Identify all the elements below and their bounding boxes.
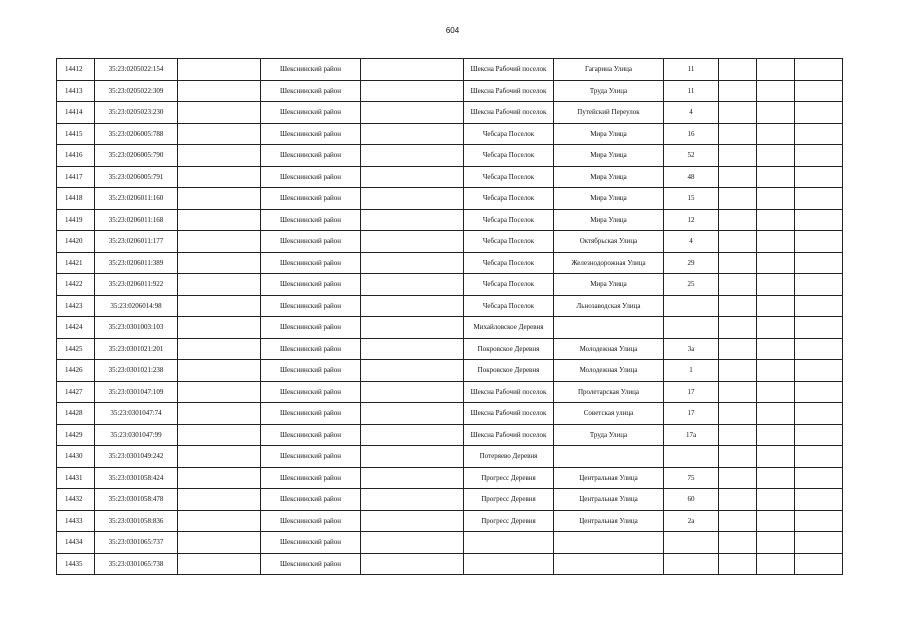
registry-table (56, 58, 843, 575)
cadastral-number-cell: 35:23:0206014:98 (95, 295, 178, 317)
table-row (57, 360, 843, 382)
cadastral-number-cell: 35:23:0301058:424 (95, 467, 178, 489)
empty-cell (178, 252, 261, 274)
empty-cell (361, 317, 464, 339)
empty-cell (178, 102, 261, 124)
empty-cell (757, 446, 795, 468)
cadastral-number-cell: 35:23:0301021:201 (95, 338, 178, 360)
table-row (57, 553, 843, 575)
empty-cell (795, 102, 843, 124)
street-cell (554, 553, 664, 575)
empty-cell (795, 317, 843, 339)
empty-cell (178, 403, 261, 425)
empty-cell (757, 360, 795, 382)
empty-cell (795, 446, 843, 468)
house-number-cell (664, 553, 719, 575)
empty-cell (757, 510, 795, 532)
empty-cell (719, 102, 757, 124)
district-cell: Шекснинский район (261, 145, 361, 167)
empty-cell (757, 209, 795, 231)
empty-cell (795, 467, 843, 489)
empty-cell (178, 231, 261, 253)
street-cell: Центральная Улица (554, 489, 664, 511)
empty-cell (178, 188, 261, 210)
row-number-cell: 14417 (57, 166, 95, 188)
locality-cell: Прогресс Деревня (464, 489, 554, 511)
row-number-cell: 14418 (57, 188, 95, 210)
house-number-cell: 52 (664, 145, 719, 167)
row-number-cell: 14413 (57, 80, 95, 102)
street-cell: Молодежная Улица (554, 338, 664, 360)
empty-cell (719, 80, 757, 102)
district-cell: Шекснинский район (261, 188, 361, 210)
table-row (57, 446, 843, 468)
empty-cell (757, 532, 795, 554)
empty-cell (719, 403, 757, 425)
cadastral-number-cell: 35:23:0301047:109 (95, 381, 178, 403)
table-row (57, 381, 843, 403)
house-number-cell: 25 (664, 274, 719, 296)
district-cell: Шекснинский район (261, 252, 361, 274)
house-number-cell: 11 (664, 59, 719, 81)
house-number-cell: 15 (664, 188, 719, 210)
house-number-cell: 17 (664, 403, 719, 425)
locality-cell: Шексна Рабочий поселок (464, 80, 554, 102)
empty-cell (795, 381, 843, 403)
empty-cell (795, 274, 843, 296)
cadastral-number-cell: 35:23:0301058:836 (95, 510, 178, 532)
locality-cell: Прогресс Деревня (464, 467, 554, 489)
empty-cell (757, 467, 795, 489)
empty-cell (178, 532, 261, 554)
empty-cell (795, 59, 843, 81)
empty-cell (361, 102, 464, 124)
empty-cell (361, 553, 464, 575)
street-cell: Льнозаводская Улица (554, 295, 664, 317)
street-cell: Гагарина Улица (554, 59, 664, 81)
district-cell: Шекснинский район (261, 102, 361, 124)
empty-cell (795, 424, 843, 446)
district-cell: Шекснинский район (261, 209, 361, 231)
empty-cell (361, 532, 464, 554)
empty-cell (719, 532, 757, 554)
house-number-cell: 2а (664, 510, 719, 532)
locality-cell: Чебсара Поселок (464, 166, 554, 188)
page-number: 604 (445, 26, 460, 35)
empty-cell (178, 489, 261, 511)
row-number-cell: 14434 (57, 532, 95, 554)
cadastral-number-cell: 35:23:0205022:309 (95, 80, 178, 102)
row-number-cell: 14412 (57, 59, 95, 81)
empty-cell (757, 295, 795, 317)
empty-cell (719, 209, 757, 231)
house-number-cell (664, 295, 719, 317)
empty-cell (361, 166, 464, 188)
district-cell: Шекснинский район (261, 317, 361, 339)
empty-cell (757, 381, 795, 403)
cadastral-number-cell: 35:23:0206005:791 (95, 166, 178, 188)
row-number-cell: 14419 (57, 209, 95, 231)
empty-cell (361, 403, 464, 425)
locality-cell: Чебсара Поселок (464, 274, 554, 296)
table-row (57, 188, 843, 210)
empty-cell (178, 59, 261, 81)
cadastral-number-cell: 35:23:0301047:74 (95, 403, 178, 425)
cadastral-number-cell: 35:23:0205023:230 (95, 102, 178, 124)
empty-cell (795, 188, 843, 210)
street-cell: Мира Улица (554, 123, 664, 145)
empty-cell (757, 123, 795, 145)
empty-cell (361, 188, 464, 210)
table-row (57, 80, 843, 102)
empty-cell (757, 59, 795, 81)
empty-cell (361, 381, 464, 403)
street-cell: Железнодорожная Улица (554, 252, 664, 274)
empty-cell (361, 295, 464, 317)
street-cell: Мира Улица (554, 145, 664, 167)
row-number-cell: 14430 (57, 446, 95, 468)
empty-cell (361, 123, 464, 145)
cadastral-number-cell: 35:23:0301058:478 (95, 489, 178, 511)
locality-cell: Шексна Рабочий поселок (464, 381, 554, 403)
empty-cell (178, 446, 261, 468)
street-cell (554, 532, 664, 554)
empty-cell (361, 467, 464, 489)
empty-cell (178, 510, 261, 532)
registry-table-body (57, 59, 843, 575)
empty-cell (757, 338, 795, 360)
empty-cell (757, 252, 795, 274)
table-row (57, 403, 843, 425)
empty-cell (757, 403, 795, 425)
locality-cell: Чебсара Поселок (464, 145, 554, 167)
row-number-cell: 14416 (57, 145, 95, 167)
empty-cell (757, 553, 795, 575)
house-number-cell (664, 532, 719, 554)
street-cell: Центральная Улица (554, 467, 664, 489)
cadastral-number-cell: 35:23:0206005:790 (95, 145, 178, 167)
empty-cell (361, 274, 464, 296)
cadastral-number-cell: 35:23:0206011:389 (95, 252, 178, 274)
cadastral-number-cell: 35:23:0206011:160 (95, 188, 178, 210)
empty-cell (795, 553, 843, 575)
empty-cell (757, 317, 795, 339)
locality-cell: Шексна Рабочий поселок (464, 403, 554, 425)
house-number-cell: 1 (664, 360, 719, 382)
empty-cell (361, 231, 464, 253)
empty-cell (361, 360, 464, 382)
empty-cell (757, 231, 795, 253)
row-number-cell: 14424 (57, 317, 95, 339)
district-cell: Шекснинский район (261, 123, 361, 145)
empty-cell (361, 145, 464, 167)
district-cell: Шекснинский район (261, 295, 361, 317)
locality-cell: Покровское Деревня (464, 338, 554, 360)
row-number-cell: 14433 (57, 510, 95, 532)
district-cell: Шекснинский район (261, 489, 361, 511)
locality-cell: Чебсара Поселок (464, 209, 554, 231)
house-number-cell: 3а (664, 338, 719, 360)
district-cell: Шекснинский район (261, 381, 361, 403)
row-number-cell: 14421 (57, 252, 95, 274)
district-cell: Шекснинский район (261, 166, 361, 188)
empty-cell (178, 381, 261, 403)
empty-cell (757, 188, 795, 210)
district-cell: Шекснинский район (261, 360, 361, 382)
table-row (57, 467, 843, 489)
row-number-cell: 14425 (57, 338, 95, 360)
street-cell: Мира Улица (554, 274, 664, 296)
empty-cell (719, 446, 757, 468)
street-cell: Октябрьская Улица (554, 231, 664, 253)
empty-cell (719, 553, 757, 575)
empty-cell (719, 166, 757, 188)
row-number-cell: 14422 (57, 274, 95, 296)
empty-cell (178, 553, 261, 575)
empty-cell (757, 424, 795, 446)
empty-cell (795, 231, 843, 253)
locality-cell: Покровское Деревня (464, 360, 554, 382)
empty-cell (757, 489, 795, 511)
empty-cell (795, 166, 843, 188)
empty-cell (795, 123, 843, 145)
empty-cell (719, 381, 757, 403)
empty-cell (178, 145, 261, 167)
table-row (57, 424, 843, 446)
house-number-cell: 16 (664, 123, 719, 145)
street-cell: Мира Улица (554, 166, 664, 188)
cadastral-number-cell: 35:23:0206011:922 (95, 274, 178, 296)
empty-cell (719, 252, 757, 274)
street-cell (554, 317, 664, 339)
house-number-cell: 60 (664, 489, 719, 511)
empty-cell (719, 59, 757, 81)
house-number-cell (664, 446, 719, 468)
cadastral-number-cell: 35:23:0301065:737 (95, 532, 178, 554)
house-number-cell (664, 317, 719, 339)
empty-cell (361, 209, 464, 231)
empty-cell (178, 166, 261, 188)
street-cell (554, 446, 664, 468)
district-cell: Шекснинский район (261, 467, 361, 489)
table-row (57, 59, 843, 81)
house-number-cell: 4 (664, 231, 719, 253)
empty-cell (795, 145, 843, 167)
cadastral-number-cell: 35:23:0206011:177 (95, 231, 178, 253)
table-row (57, 102, 843, 124)
row-number-cell: 14431 (57, 467, 95, 489)
empty-cell (757, 102, 795, 124)
empty-cell (361, 510, 464, 532)
locality-cell: Прогресс Деревня (464, 510, 554, 532)
empty-cell (795, 252, 843, 274)
empty-cell (719, 510, 757, 532)
locality-cell (464, 532, 554, 554)
empty-cell (757, 80, 795, 102)
table-row (57, 231, 843, 253)
street-cell: Труда Улица (554, 80, 664, 102)
row-number-cell: 14423 (57, 295, 95, 317)
cadastral-number-cell: 35:23:0301047:99 (95, 424, 178, 446)
cadastral-number-cell: 35:23:0206011:168 (95, 209, 178, 231)
locality-cell (464, 553, 554, 575)
table-row (57, 145, 843, 167)
district-cell: Шекснинский район (261, 338, 361, 360)
cadastral-number-cell: 35:23:0205022:154 (95, 59, 178, 81)
row-number-cell: 14414 (57, 102, 95, 124)
table-row (57, 338, 843, 360)
district-cell: Шекснинский район (261, 553, 361, 575)
locality-cell: Чебсара Поселок (464, 123, 554, 145)
house-number-cell: 17а (664, 424, 719, 446)
empty-cell (361, 446, 464, 468)
empty-cell (795, 360, 843, 382)
empty-cell (361, 489, 464, 511)
empty-cell (719, 188, 757, 210)
street-cell: Мира Улица (554, 209, 664, 231)
empty-cell (361, 338, 464, 360)
row-number-cell: 14428 (57, 403, 95, 425)
empty-cell (795, 338, 843, 360)
locality-cell: Шексна Рабочий поселок (464, 59, 554, 81)
house-number-cell: 17 (664, 381, 719, 403)
row-number-cell: 14435 (57, 553, 95, 575)
empty-cell (719, 424, 757, 446)
empty-cell (719, 145, 757, 167)
street-cell: Труда Улица (554, 424, 664, 446)
empty-cell (757, 274, 795, 296)
table-row (57, 166, 843, 188)
empty-cell (795, 532, 843, 554)
street-cell: Центральная Улица (554, 510, 664, 532)
empty-cell (361, 424, 464, 446)
cadastral-number-cell: 35:23:0301021:238 (95, 360, 178, 382)
empty-cell (178, 360, 261, 382)
empty-cell (719, 274, 757, 296)
empty-cell (178, 209, 261, 231)
table-row (57, 295, 843, 317)
empty-cell (795, 403, 843, 425)
district-cell: Шекснинский район (261, 274, 361, 296)
house-number-cell: 12 (664, 209, 719, 231)
table-row (57, 209, 843, 231)
row-number-cell: 14415 (57, 123, 95, 145)
house-number-cell: 75 (664, 467, 719, 489)
house-number-cell: 48 (664, 166, 719, 188)
empty-cell (178, 274, 261, 296)
street-cell: Пролетарская Улица (554, 381, 664, 403)
district-cell: Шекснинский район (261, 80, 361, 102)
empty-cell (795, 510, 843, 532)
empty-cell (178, 424, 261, 446)
empty-cell (178, 80, 261, 102)
empty-cell (795, 489, 843, 511)
house-number-cell: 29 (664, 252, 719, 274)
empty-cell (719, 467, 757, 489)
empty-cell (178, 338, 261, 360)
row-number-cell: 14420 (57, 231, 95, 253)
locality-cell: Чебсара Поселок (464, 231, 554, 253)
street-cell: Мира Улица (554, 188, 664, 210)
table-row (57, 252, 843, 274)
street-cell: Путейский Переулок (554, 102, 664, 124)
table-row (57, 510, 843, 532)
empty-cell (757, 145, 795, 167)
locality-cell: Чебсара Поселок (464, 252, 554, 274)
table-row (57, 532, 843, 554)
locality-cell: Шексна Рабочий поселок (464, 102, 554, 124)
row-number-cell: 14427 (57, 381, 95, 403)
empty-cell (795, 80, 843, 102)
empty-cell (178, 123, 261, 145)
house-number-cell: 4 (664, 102, 719, 124)
empty-cell (719, 295, 757, 317)
locality-cell: Чебсара Поселок (464, 295, 554, 317)
cadastral-number-cell: 35:23:0301003:103 (95, 317, 178, 339)
locality-cell: Михайловское Деревня (464, 317, 554, 339)
district-cell: Шекснинский район (261, 446, 361, 468)
empty-cell (757, 166, 795, 188)
empty-cell (719, 338, 757, 360)
cadastral-number-cell: 35:23:0206005:788 (95, 123, 178, 145)
district-cell: Шекснинский район (261, 59, 361, 81)
cadastral-number-cell: 35:23:0301065:738 (95, 553, 178, 575)
table-row (57, 274, 843, 296)
locality-cell: Шексна Рабочий поселок (464, 424, 554, 446)
empty-cell (178, 467, 261, 489)
empty-cell (178, 317, 261, 339)
district-cell: Шекснинский район (261, 231, 361, 253)
empty-cell (361, 59, 464, 81)
district-cell: Шекснинский район (261, 532, 361, 554)
street-cell: Молодежная Улица (554, 360, 664, 382)
row-number-cell: 14429 (57, 424, 95, 446)
table-row (57, 317, 843, 339)
empty-cell (719, 123, 757, 145)
empty-cell (719, 317, 757, 339)
house-number-cell: 11 (664, 80, 719, 102)
row-number-cell: 14432 (57, 489, 95, 511)
empty-cell (795, 295, 843, 317)
empty-cell (795, 209, 843, 231)
cadastral-number-cell: 35:23:0301049:242 (95, 446, 178, 468)
street-cell: Советская улица (554, 403, 664, 425)
empty-cell (361, 252, 464, 274)
district-cell: Шекснинский район (261, 403, 361, 425)
locality-cell: Потеряево Деревня (464, 446, 554, 468)
empty-cell (178, 295, 261, 317)
empty-cell (719, 489, 757, 511)
locality-cell: Чебсара Поселок (464, 188, 554, 210)
table-row (57, 123, 843, 145)
table-row (57, 489, 843, 511)
row-number-cell: 14426 (57, 360, 95, 382)
district-cell: Шекснинский район (261, 510, 361, 532)
empty-cell (361, 80, 464, 102)
empty-cell (719, 231, 757, 253)
empty-cell (719, 360, 757, 382)
district-cell: Шекснинский район (261, 424, 361, 446)
